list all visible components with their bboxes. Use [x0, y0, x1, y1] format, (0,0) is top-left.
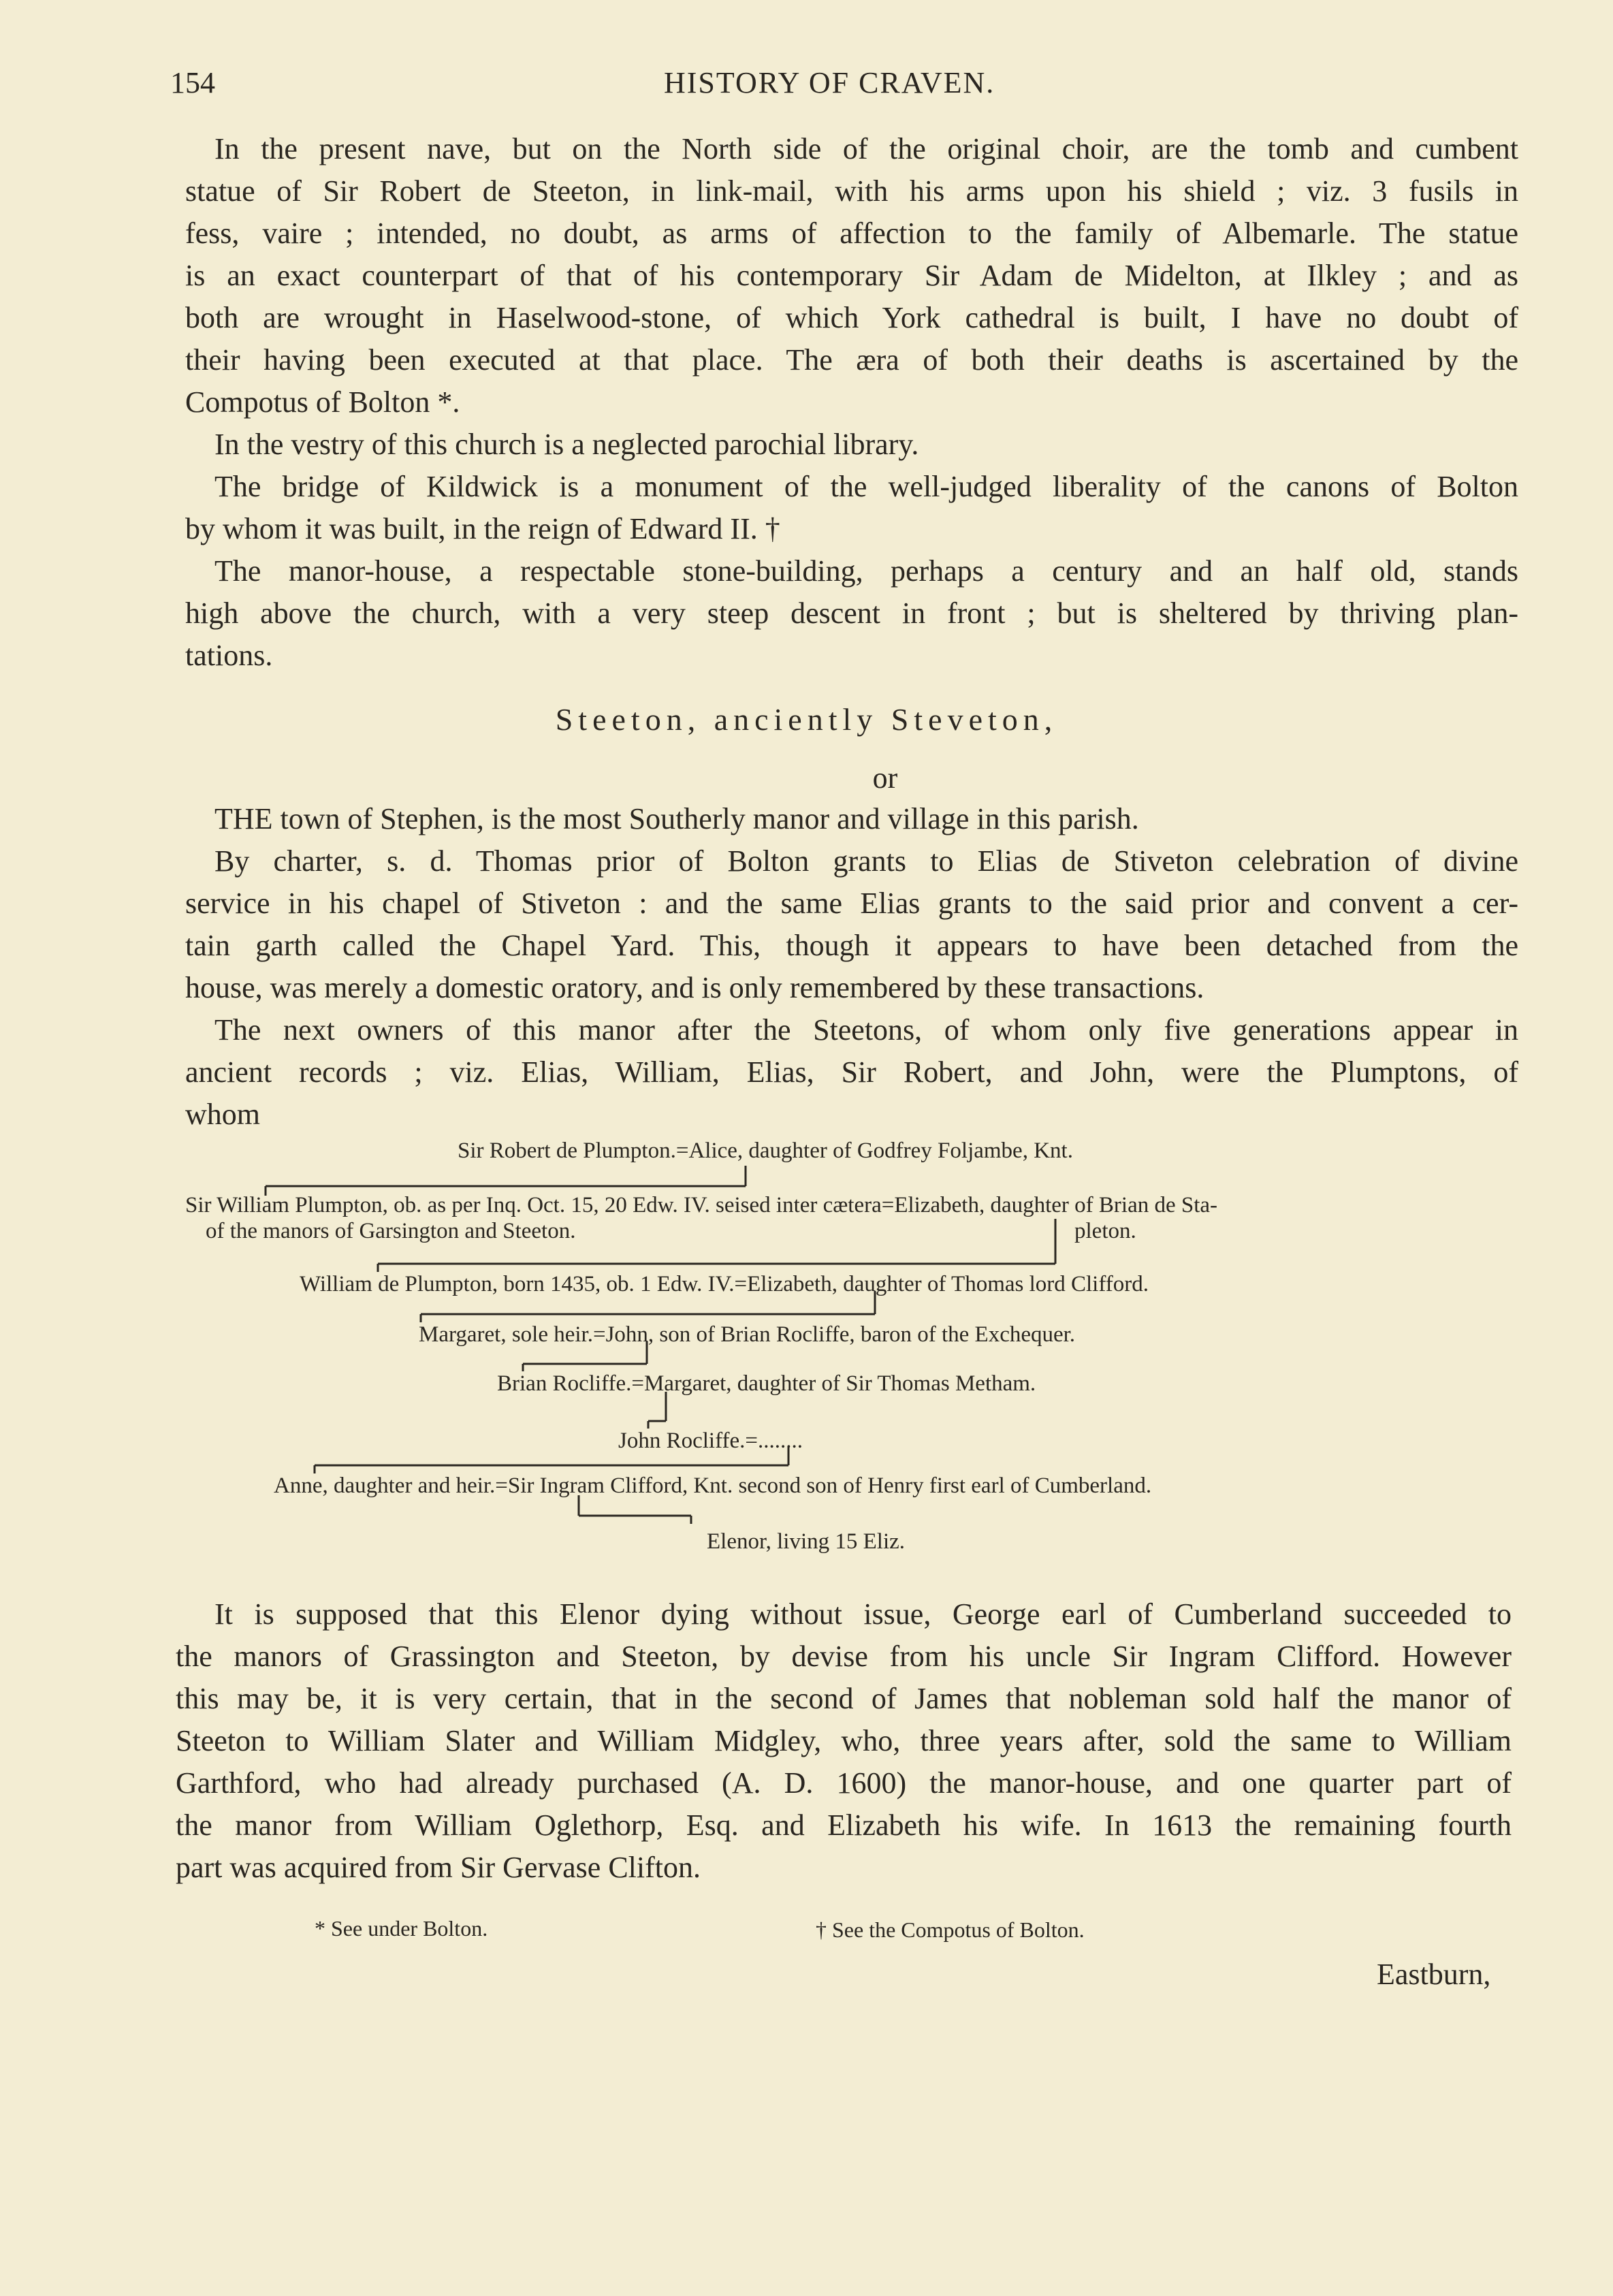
- text-line: Steeton to William Slater and William Midgley, who, three years after, sold the same to William: [176, 1724, 1512, 1757]
- pedigree-line: William de Plumpton, born 1435, ob. 1 Edw. IV.=Elizabeth, daughter of Thomas lord Clifford.: [300, 1272, 1149, 1296]
- text-line: In the vestry of this church is a neglected parochial library.: [214, 428, 919, 461]
- text-line: tain garth called the Chapel Yard. This, though it appears to have been detached from the: [185, 929, 1518, 962]
- text-line: By charter, s. d. Thomas prior of Bolton grants to Elias de Stiveton celebration of divine: [214, 844, 1518, 878]
- section-title: Steeton, anciently Steveton,: [555, 702, 1058, 737]
- text-line: ancient records ; viz. Elias, William, Elias, Sir Robert, and John, were the Plumptons, of: [185, 1055, 1518, 1089]
- text-line: high above the church, with a very steep descent in front ; but is sheltered by thriving plan-: [185, 596, 1518, 630]
- pedigree-line: Elenor, living 15 Eliz.: [707, 1529, 906, 1554]
- text-line: The bridge of Kildwick is a monument of the well-judged liberality of the canons of Bolton: [214, 470, 1518, 503]
- text-line: is an exact counterpart of that of his contemporary Sir Adam de Midelton, at Ilkley ; and as: [185, 259, 1518, 292]
- text-line: The next owners of this manor after the Steetons, of whom only five generations appear in: [214, 1013, 1518, 1047]
- text-line: this may be, it is very certain, that in the second of James that nobleman sold half the manor of: [176, 1682, 1512, 1715]
- text-line: the manors of Grassington and Steeton, by devise from his uncle Sir Ingram Clifford. However: [176, 1640, 1512, 1673]
- text-line: whom: [185, 1098, 260, 1131]
- section-or: or: [872, 761, 898, 795]
- text-line: Garthford, who had already purchased (A. D. 1600) the manor-house, and one quarter part of: [176, 1766, 1512, 1800]
- pedigree-line: pleton.: [1074, 1219, 1136, 1243]
- footnote-star: * See under Bolton.: [315, 1916, 488, 1941]
- text-line: It is supposed that this Elenor dying without issue, George earl of Cumberland succeeded to: [214, 1597, 1512, 1631]
- pedigree-line: of the manors of Garsington and Steeton.: [206, 1219, 576, 1243]
- text-line: Compotus of Bolton *.: [185, 385, 460, 419]
- text-line: statue of Sir Robert de Steeton, in link-mail, with his arms upon his shield ; viz. 3 fusils in: [185, 174, 1518, 208]
- text-line: both are wrought in Haselwood-stone, of which York cathedral is built, I have no doubt of: [185, 301, 1518, 334]
- text-line: their having been executed at that place. The æra of both their deaths is ascertained by the: [185, 343, 1518, 377]
- footnote-dagger: † See the Compotus of Bolton.: [816, 1917, 1085, 1942]
- pedigree-line: Sir William Plumpton, ob. as per Inq. Oct. 15, 20 Edw. IV. seised inter cætera=Elizabeth, daughter of Brian de Sta-: [185, 1193, 1218, 1217]
- text-line: THE town of Stephen, is the most Southerly manor and village in this parish.: [214, 802, 1139, 835]
- text-line: fess, vaire ; intended, no doubt, as arms of affection to the family of Albemarle. The statue: [185, 217, 1518, 250]
- text-line: tations.: [185, 639, 273, 672]
- pedigree-line: John Rocliffe.=........: [618, 1429, 803, 1453]
- pedigree-line: Sir Robert de Plumpton.=Alice, daughter of Godfrey Foljambe, Knt.: [458, 1138, 1073, 1163]
- catchword: Eastburn,: [1377, 1958, 1491, 1991]
- text-line: part was acquired from Sir Gervase Clifton.: [176, 1851, 701, 1884]
- text-line: service in his chapel of Stiveton : and the same Elias grants to the said prior and convent a cer-: [185, 887, 1518, 920]
- pedigree-line: Brian Rocliffe.=Margaret, daughter of Sir Thomas Metham.: [497, 1371, 1036, 1396]
- text-line: The manor-house, a respectable stone-building, perhaps a century and an half old, stands: [214, 554, 1518, 588]
- text-line: house, was merely a domestic oratory, and is only remembered by these transactions.: [185, 971, 1204, 1004]
- page-number: 154: [170, 66, 215, 99]
- text-line: the manor from William Oglethorp, Esq. and Elizabeth his wife. In 1613 the remaining fourth: [176, 1808, 1512, 1842]
- pedigree-line: Anne, daughter and heir.=Sir Ingram Clifford, Knt. second son of Henry first earl of Cumberland.: [274, 1473, 1152, 1498]
- text-line: by whom it was built, in the reign of Edward II. †: [185, 512, 780, 545]
- text-line: In the present nave, but on the North side of the original choir, are the tomb and cumbent: [214, 132, 1518, 165]
- running-title: HISTORY OF CRAVEN.: [664, 66, 995, 99]
- pedigree-line: Margaret, sole heir.=John, son of Brian Rocliffe, baron of the Exchequer.: [419, 1322, 1076, 1347]
